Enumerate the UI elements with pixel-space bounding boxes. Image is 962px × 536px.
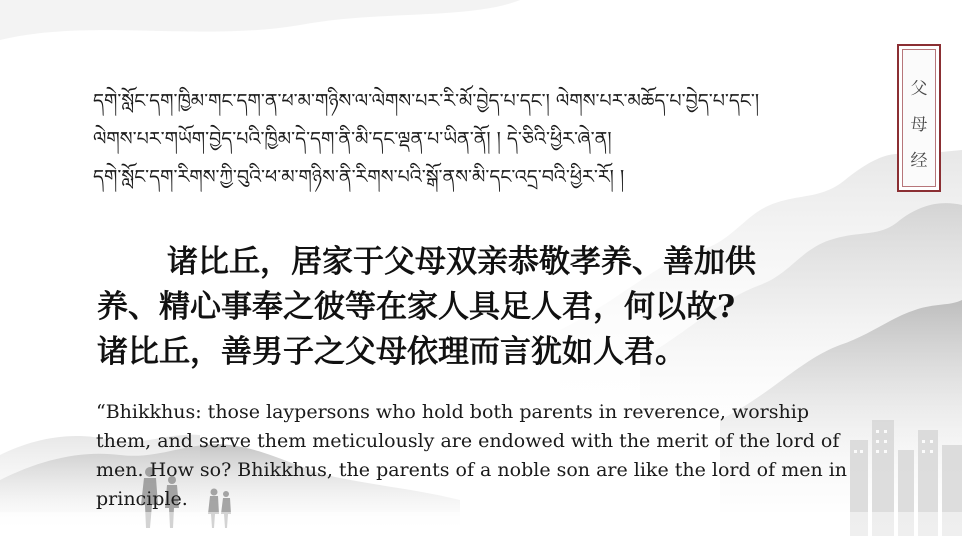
tibetan-line-1: དགེ་སློང་དག་ཁྱིམ་གང་དག་ན་ཕ་མ་གཉིས་ལ་ལེགས་པར་རི་མོ་བྱེད་པ་དང་། ལེགས་པར་མཆོད་པ་བྱེད་པ་དང་། (93, 90, 760, 112)
title-badge-inner-frame (902, 49, 936, 187)
english-line-3: men. How so? Bhikkhus, the parents of a noble son are like the lord of men in (96, 459, 848, 481)
chinese-line-1: 诸比丘，居家于父母双亲恭敬孝养、善加供 (167, 244, 756, 280)
english-line-4: principle. (96, 488, 188, 510)
title-char-2: 母 (910, 115, 928, 135)
english-text-block (96, 398, 896, 514)
title-badge (897, 44, 941, 192)
tibetan-line-3: དགེ་སློང་དག་རིགས་ཀྱི་བུའི་ཕ་མ་གཉིས་ནི་རིགས་པའི་སྒོ་ནས་མི་དང་འདྲ་བའི་ཕྱིར་རོ། ། (93, 166, 625, 188)
chinese-line-2: 养、精心事奉之彼等在家人具足人君，何以故? (97, 289, 736, 325)
chinese-line-3: 诸比丘，善男子之父母依理而言犹如人君。 (97, 334, 686, 370)
tibetan-text-block (93, 82, 873, 196)
top-cloud-wisp (0, 0, 520, 40)
chinese-text-block (97, 240, 867, 375)
english-line-2: them, and serve them meticulously are endowed with the merit of the lord of (96, 430, 840, 452)
title-char-3: 经 (910, 151, 928, 171)
tibetan-line-2: ལེགས་པར་གཡོག་བྱེད་པའི་ཁྱིམ་དེ་དག་ནི་མི་དང་ལྡན་པ་ཡིན་ནོ། ། དེ་ཅིའི་ཕྱིར་ཞེ་ན། (93, 128, 612, 150)
title-char-1: 父 (910, 79, 928, 99)
english-line-1: “Bhikkhus: those laypersons who hold both parents in reverence, worship (96, 401, 809, 423)
